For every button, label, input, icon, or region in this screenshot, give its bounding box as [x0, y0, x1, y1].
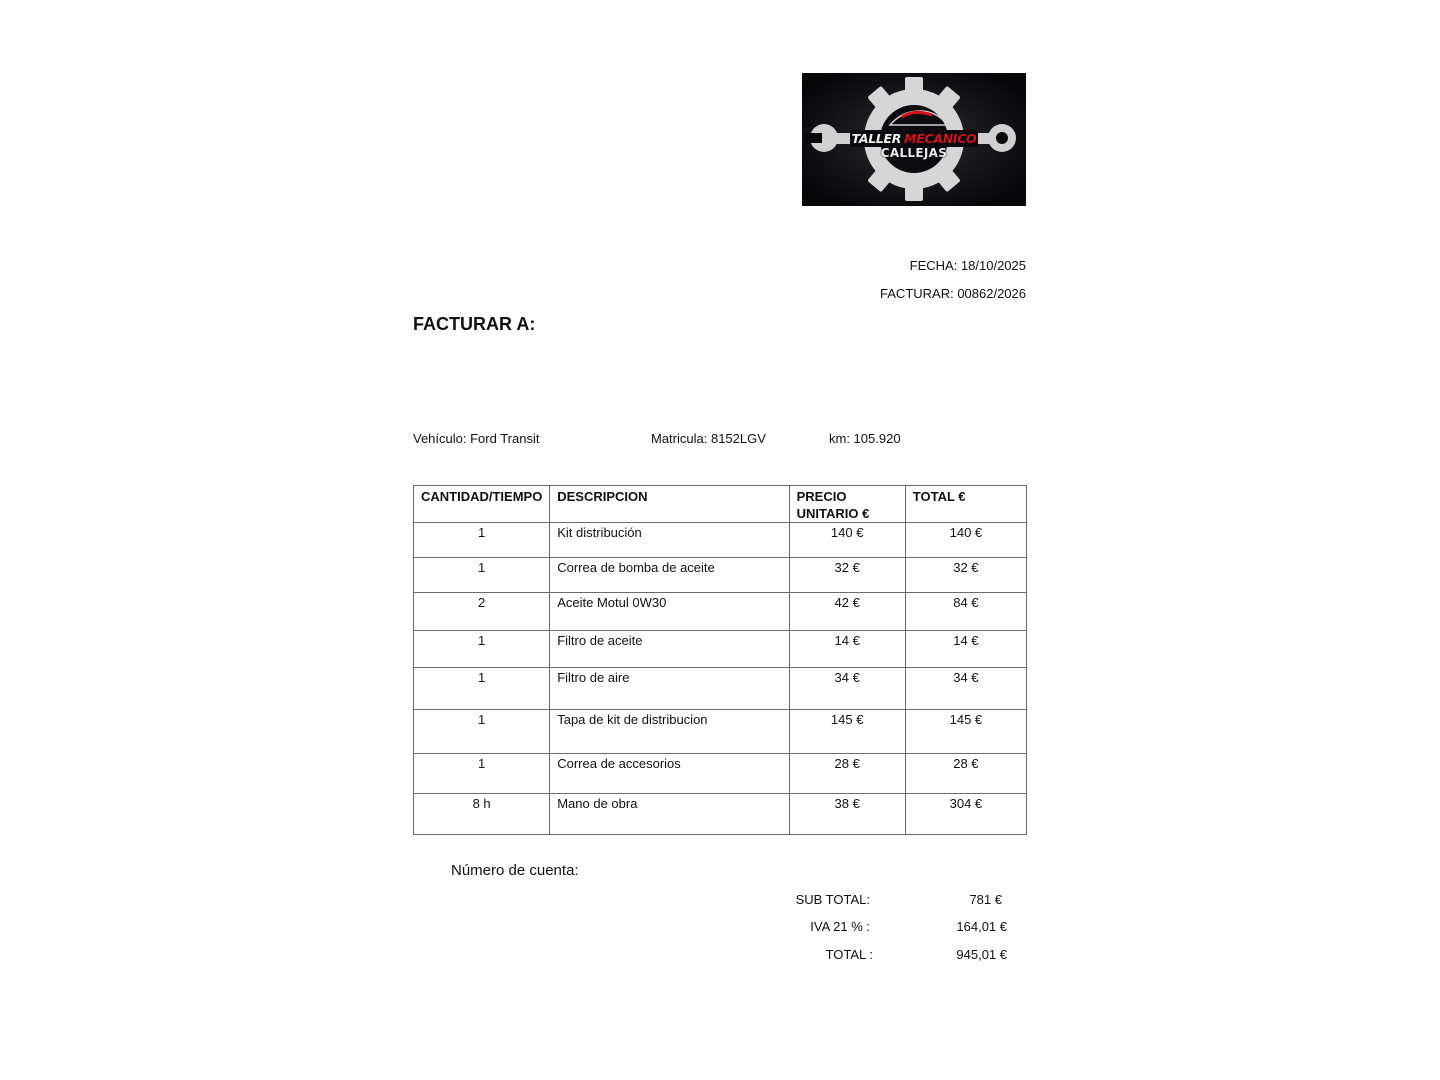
cell-total: 14 €	[905, 631, 1026, 668]
table-row	[414, 593, 1027, 631]
table-header-row	[414, 486, 1027, 523]
table-row	[414, 794, 1027, 835]
table-row	[414, 558, 1027, 593]
company-logo	[802, 73, 1026, 206]
cell-unit-price: 32 €	[789, 558, 905, 593]
cell-unit-price: 14 €	[789, 631, 905, 668]
cell-total: 145 €	[905, 710, 1026, 754]
cell-total: 28 €	[905, 754, 1026, 794]
vehicle-plate: Matricula: 8152LGV	[651, 431, 766, 446]
cell-description: Mano de obra	[550, 794, 789, 835]
cell-qty: 1	[414, 558, 550, 593]
cell-description: Tapa de kit de distribucion	[550, 710, 789, 754]
logo-title: TALLER MECANICO	[851, 131, 977, 146]
table-row	[414, 754, 1027, 794]
vehicle-model: Vehículo: Ford Transit	[413, 431, 540, 446]
invoice-date: FECHA: 18/10/2025	[909, 258, 1026, 273]
cell-unit-price: 28 €	[789, 754, 905, 794]
header-qty: CANTIDAD/TIEMPO	[414, 486, 550, 523]
cell-unit-price: 145 €	[789, 710, 905, 754]
cell-unit-price: 42 €	[789, 593, 905, 631]
cell-description: Aceite Motul 0W30	[550, 593, 789, 631]
vehicle-mileage: km: 105.920	[829, 431, 901, 446]
cell-unit-price: 140 €	[789, 523, 905, 558]
cell-unit-price: 38 €	[789, 794, 905, 835]
cell-qty: 8 h	[414, 794, 550, 835]
cell-total: 34 €	[905, 668, 1026, 710]
table-row	[414, 631, 1027, 668]
cell-qty: 1	[414, 631, 550, 668]
subtotal-value: 781 €	[969, 892, 1002, 907]
total-label: TOTAL :	[825, 947, 873, 962]
table-row	[414, 523, 1027, 558]
cell-description: Correa de accesorios	[550, 754, 789, 794]
header-description: DESCRIPCION	[550, 486, 789, 523]
cell-total: 304 €	[905, 794, 1026, 835]
header-total: TOTAL €	[905, 486, 1026, 523]
account-number-label: Número de cuenta:	[451, 862, 579, 879]
cell-qty: 1	[414, 754, 550, 794]
cell-description: Filtro de aire	[550, 668, 789, 710]
cell-total: 32 €	[905, 558, 1026, 593]
table-row	[414, 668, 1027, 710]
cell-total: 140 €	[905, 523, 1026, 558]
header-unit-price: PRECIO UNITARIO €	[789, 486, 905, 523]
cell-description: Filtro de aceite	[550, 631, 789, 668]
cell-unit-price: 34 €	[789, 668, 905, 710]
cell-qty: 1	[414, 710, 550, 754]
cell-qty: 2	[414, 593, 550, 631]
iva-value: 164,01 €	[956, 919, 1007, 934]
cell-qty: 1	[414, 668, 550, 710]
bill-to-heading: FACTURAR A:	[413, 314, 536, 334]
iva-label: IVA 21 % :	[810, 919, 870, 934]
subtotal-label: SUB TOTAL:	[795, 892, 870, 907]
invoice-number: FACTURAR: 00862/2026	[880, 286, 1026, 301]
invoice-items-table	[413, 485, 1027, 835]
cell-description: Correa de bomba de aceite	[550, 558, 789, 593]
logo-subtitle: CALLEJAS	[880, 146, 948, 160]
cell-qty: 1	[414, 523, 550, 558]
total-value: 945,01 €	[956, 947, 1007, 962]
cell-total: 84 €	[905, 593, 1026, 631]
cell-description: Kit distribución	[550, 523, 789, 558]
table-row	[414, 710, 1027, 754]
